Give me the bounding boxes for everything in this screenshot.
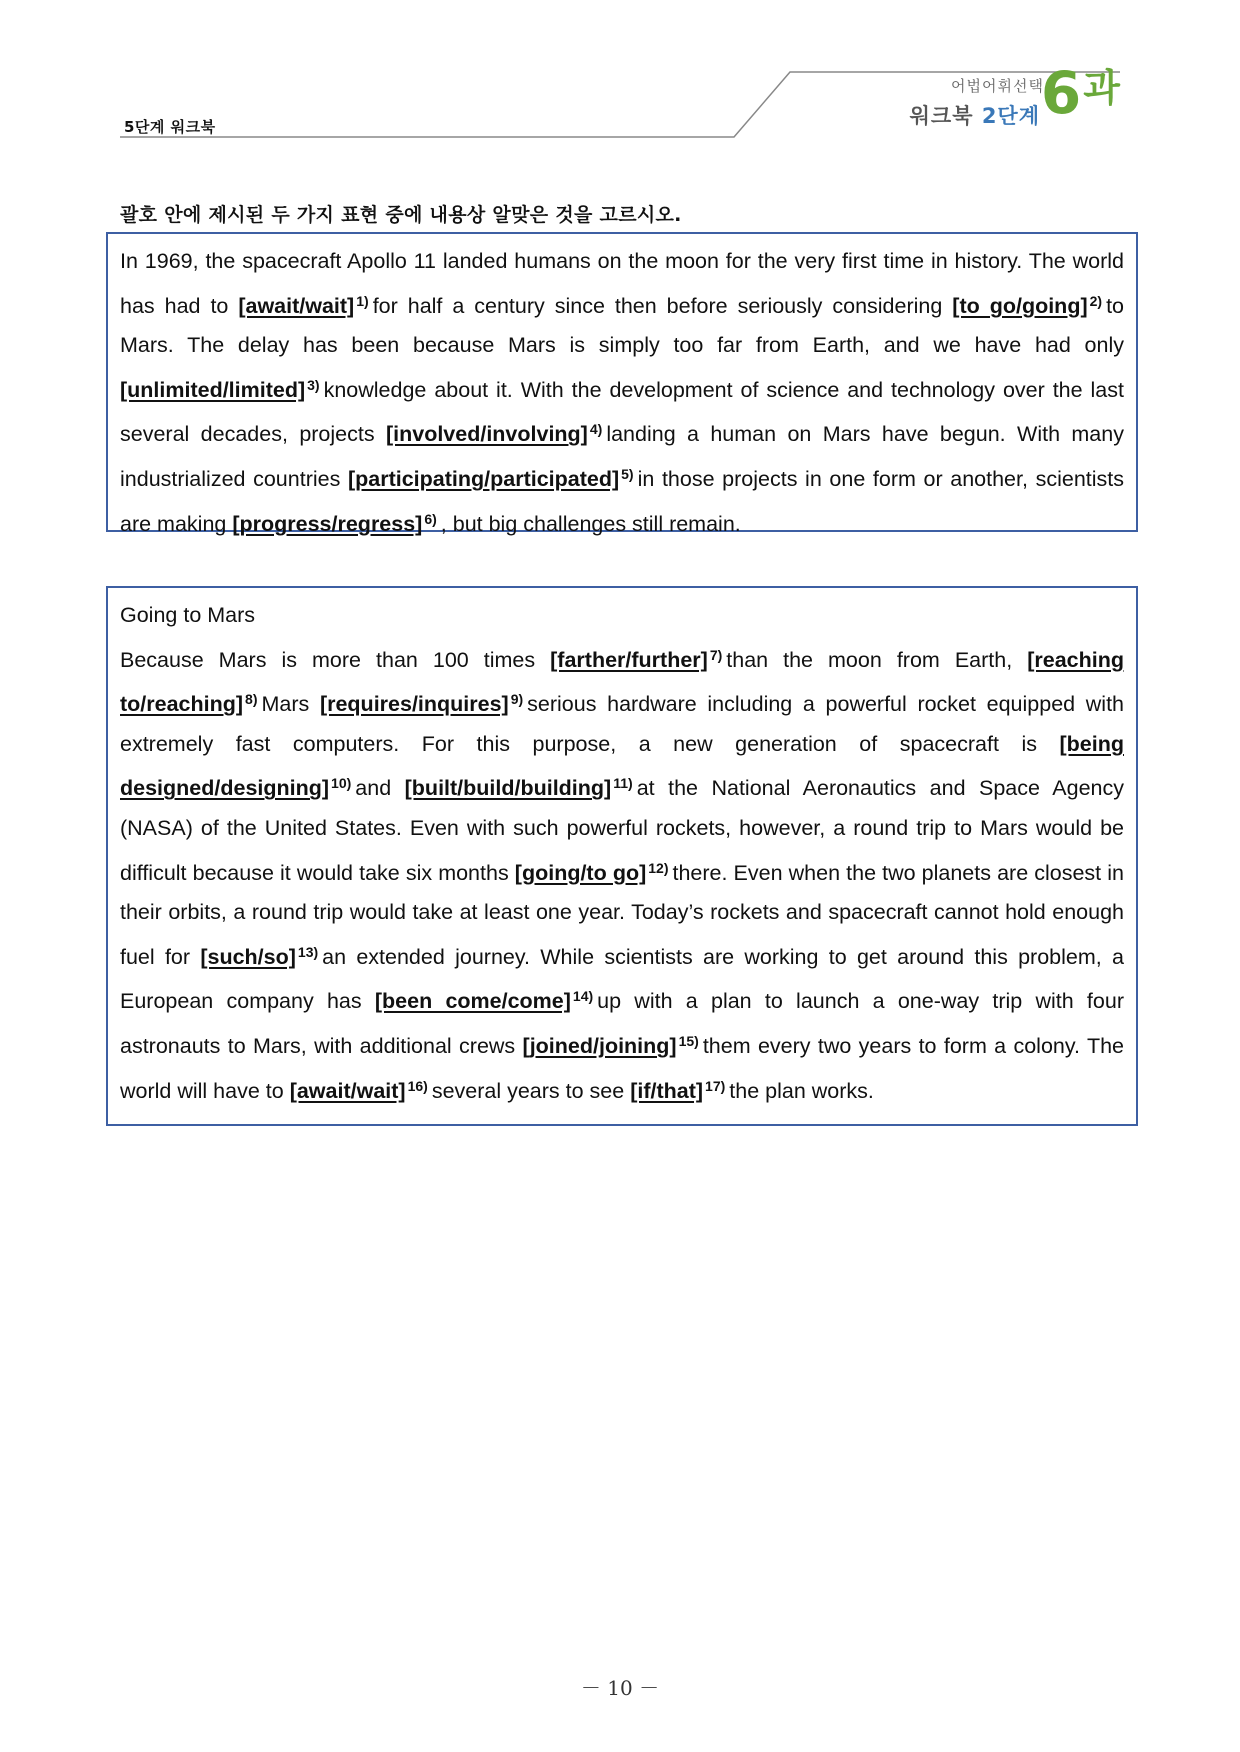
page-number: － 10 － [580, 1676, 660, 1700]
choice-option: [involved/involving] [385, 422, 588, 447]
question-number: 15) [678, 1032, 699, 1049]
passage-text-segment: and [355, 776, 405, 801]
passage-2-title: Going to Mars [120, 603, 256, 627]
instruction: 괄호 안에 제시된 두 가지 표현 중에 내용상 알맞은 것을 고르시오. [120, 204, 682, 226]
level-label: 5단계 워크북 [124, 118, 216, 136]
choice-option: [reaching to/reaching] [120, 647, 1124, 717]
passage-text-segment: Because Mars is more than 100 times [120, 647, 551, 672]
passage-text-segment: in those projects in one form or another, scientists are making [120, 466, 1124, 536]
choice-option: [await/wait] [238, 293, 355, 318]
question-number: 8) [245, 691, 258, 708]
question-number: 5) [621, 465, 634, 482]
question-number: 3) [307, 376, 320, 393]
choice-option: [await/wait] [289, 1078, 406, 1103]
question-number: 17) [705, 1077, 726, 1094]
choice-option: [to go/going] [952, 293, 1088, 318]
choice-option: [such/so] [200, 944, 296, 969]
question-number: 4) [589, 421, 603, 438]
stage-label: 2단계 [981, 104, 1040, 128]
passage-1-text [120, 242, 1124, 544]
passage-text-segment: than the moon from Earth, [726, 647, 1028, 672]
passage-box-1 [106, 232, 1138, 536]
question-number: 2) [1089, 292, 1103, 309]
passage-text-segment: , but big challenges still remain. [440, 511, 741, 536]
choice-option: [unlimited/limited] [120, 377, 306, 402]
course-title: 어법어휘선택 [951, 77, 1044, 95]
workbook-stage-label [910, 100, 1040, 130]
choice-option: [built/build/building] [404, 776, 612, 801]
question-number: 16) [407, 1077, 428, 1094]
passage-text-segment: up with a plan to launch a one-way trip with four astronauts to Mars, with additional crews [120, 989, 1124, 1058]
choice-option: [participating/participated] [347, 466, 620, 491]
question-number: 10) [331, 775, 352, 792]
question-number: 11) [613, 775, 633, 792]
passage-text-segment: knowledge about it. With the development of science and technology over the last several decades, projects [120, 377, 1124, 447]
passage-text-segment: landing a human on Mars have begun. With many industrialized countries [120, 422, 1124, 491]
passage-2-text [120, 636, 1124, 1112]
choice-option: [been come/come] [374, 989, 571, 1014]
choice-option: [joined/joining] [522, 1033, 677, 1058]
passage-text-segment: for half a century since then before seriously considering [372, 293, 953, 318]
choice-option: [progress/regress] [232, 511, 423, 536]
passage-text-segment: serious hardware including a powerful rocket equipped with extremely fast computers. For this purpose, a new generation of spacecraft is [120, 692, 1125, 756]
lesson-number: 6 [1040, 59, 1082, 127]
passage-text-segment: the plan works. [729, 1078, 874, 1103]
choice-option: [if/that] [630, 1078, 704, 1103]
question-number: 6) [424, 510, 437, 527]
choice-option: [requires/inquires] [319, 692, 509, 717]
question-number: 12) [648, 859, 669, 876]
passage-text-segment: Mars [261, 692, 320, 717]
question-number: 14) [572, 988, 594, 1005]
workbook-label: 워크북 [909, 104, 974, 128]
question-number: 7) [709, 646, 723, 663]
choice-option: [farther/further] [550, 647, 708, 672]
passage-text-segment: an extended journey. While scientists are working to get around this problem, a European company has [120, 944, 1124, 1014]
question-number: 1) [356, 292, 369, 309]
passage-text-segment: several years to see [431, 1078, 631, 1103]
choice-option: [being designed/designing] [120, 731, 1124, 801]
passage-text-segment: there. Even when the two planets are closest in their orbits, a round trip would take at least one year. Today’s rockets and spacecraft cannot hold enough fuel for [120, 860, 1124, 969]
question-number: 9) [510, 691, 524, 708]
lesson-badge [1040, 59, 1120, 127]
passage-box-2 [106, 586, 1138, 1126]
lesson-suffix: 과 [1083, 66, 1120, 110]
question-number: 13) [297, 943, 319, 960]
passage-text-segment: In 1969, the spacecraft Apollo 11 landed humans on the moon for the very first time in history. The world has had to [120, 249, 1124, 318]
choice-option: [going/to go] [514, 860, 647, 885]
passage-text-segment: them every two years to form a colony. The world will have to [120, 1033, 1125, 1103]
passage-text-segment: to Mars. The delay has been because Mars is simply too far from Earth, and we have had only [120, 293, 1124, 358]
passage-text-segment: at the National Aeronautics and Space Agency (NASA) of the United States. Even with such powerful rockets, however, a round trip to Mars would be difficult because it would take six months [120, 776, 1124, 885]
